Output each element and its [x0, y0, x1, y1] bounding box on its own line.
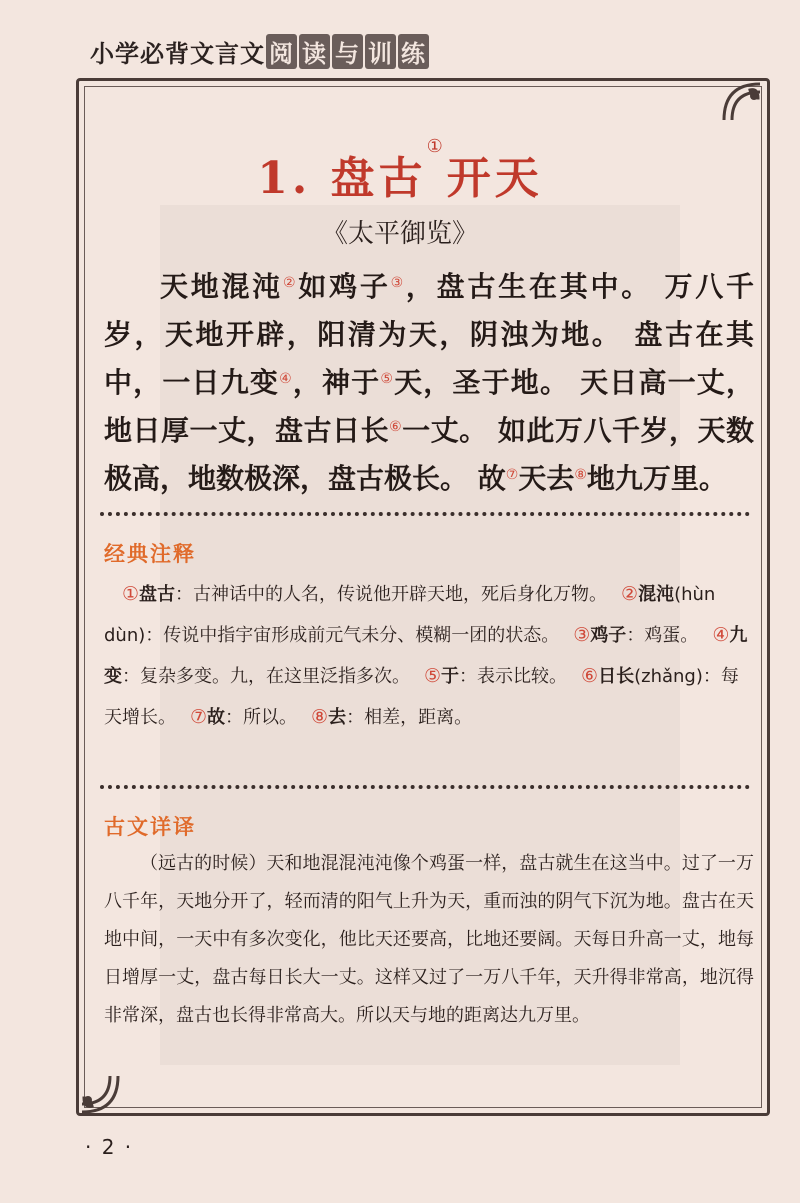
note-marker: ⑥: [389, 419, 403, 435]
note-term: 盘古: [139, 584, 176, 605]
text-segment: 如鸡子: [298, 270, 391, 303]
note-term: 于: [441, 666, 460, 687]
page-number: · 2 ·: [85, 1135, 134, 1159]
note-term: 混沌: [638, 584, 675, 605]
notes-list: [104, 574, 754, 738]
classical-paragraph: [104, 263, 754, 503]
note-definition: ：鸡蛋。: [626, 625, 699, 646]
note-number: ①: [122, 583, 140, 605]
dotted-divider: [100, 512, 750, 516]
note-term: 日长: [598, 666, 635, 687]
note-definition: ：复杂多变。九，在这里泛指多次。: [122, 666, 410, 687]
corner-ornament-top-right: [720, 80, 766, 126]
text-segment: 地九万里。: [586, 462, 727, 495]
lesson-source: 《太平御览》: [321, 219, 478, 249]
note-definition: ：相差，距离。: [346, 707, 473, 728]
note-number: ⑧: [311, 706, 329, 728]
note-definition: ：所以。: [225, 707, 298, 728]
classical-text: [104, 263, 754, 503]
header-highlight-char: 与: [332, 34, 363, 69]
header-highlight-char: 阅: [266, 34, 297, 69]
note-marker: ⑧: [574, 467, 587, 483]
lesson-title-main: 1. 盘古: [257, 153, 427, 204]
note-definition: (zhǎng)：每天增长。: [104, 666, 739, 728]
note-term: 鸡子: [590, 625, 627, 646]
corner-ornament-bottom-left: [76, 1070, 122, 1116]
text-segment: 天地混沌: [160, 270, 284, 303]
translation-heading: 古文详译: [104, 815, 196, 839]
note-number: ③: [573, 624, 591, 646]
dotted-divider: [100, 785, 750, 789]
notes-heading: 经典注释: [104, 542, 196, 566]
header-highlight-char: 训: [365, 34, 396, 69]
note-number: ⑦: [190, 706, 208, 728]
note-number: ②: [621, 583, 639, 605]
note-number: ④: [712, 624, 730, 646]
note-definition: ：古神话中的人名，传说他开辟天地，死后身化万物。: [175, 584, 608, 605]
lesson-title-rest: 开天: [446, 153, 543, 204]
note-marker: ④: [279, 371, 293, 387]
note-number: ⑤: [424, 665, 442, 687]
header-title-plain: 小学必背文言文: [90, 40, 265, 68]
note-definition: ：表示比较。: [459, 666, 568, 687]
translation-paragraph: （远古的时候）天和地混混沌沌像个鸡蛋一样，盘古就生在这当中。过了一万八千年，天地分开了，轻而清的阳气上升为天，重而浊的阴气下沉为地。盘古在天地中间，一天中有多次变化，他比天还要高，比地还要阔。天每日升高一丈，地每日增厚一丈，盘古每日长大一丈。这样又过了一万八千年，天升得非常高，地沉得非常深，盘古也长得非常高大。所以天与地的距离达九万里。: [104, 853, 754, 1026]
header-highlight-char: 练: [398, 34, 429, 69]
note-marker: ⑤: [380, 371, 395, 387]
note-term: 故: [207, 707, 226, 728]
note-term: 去: [328, 707, 347, 728]
header-highlight-char: 读: [299, 34, 330, 69]
text-segment: 一丈。 如此万八千岁，天数极高，地数极深，盘古极长。 故: [104, 414, 754, 495]
note-number: ⑥: [581, 665, 599, 687]
note-marker: ③: [390, 275, 406, 291]
text-segment: ，神于: [292, 366, 381, 399]
lesson-title: [0, 136, 800, 206]
note-definition: (hùn dùn)：传说中指宇宙形成前元气未分、模糊一团的状态。: [104, 584, 716, 646]
text-segment: 天去: [518, 462, 575, 495]
text-segment: 天，圣于地。 天日高一丈，地日厚一丈，盘古日长: [104, 366, 754, 447]
note-marker: ⑦: [505, 467, 519, 483]
title-note-marker: ①: [426, 136, 447, 157]
translation-text: [104, 845, 754, 1035]
running-header: [90, 34, 430, 69]
text-segment: ，盘古生在其中。 万八千岁，天地开辟，阳清为天，阴浊为地。 盘古在其中，一日九变: [104, 270, 754, 399]
note-marker: ②: [283, 275, 299, 291]
note-term: 九变: [104, 625, 748, 687]
